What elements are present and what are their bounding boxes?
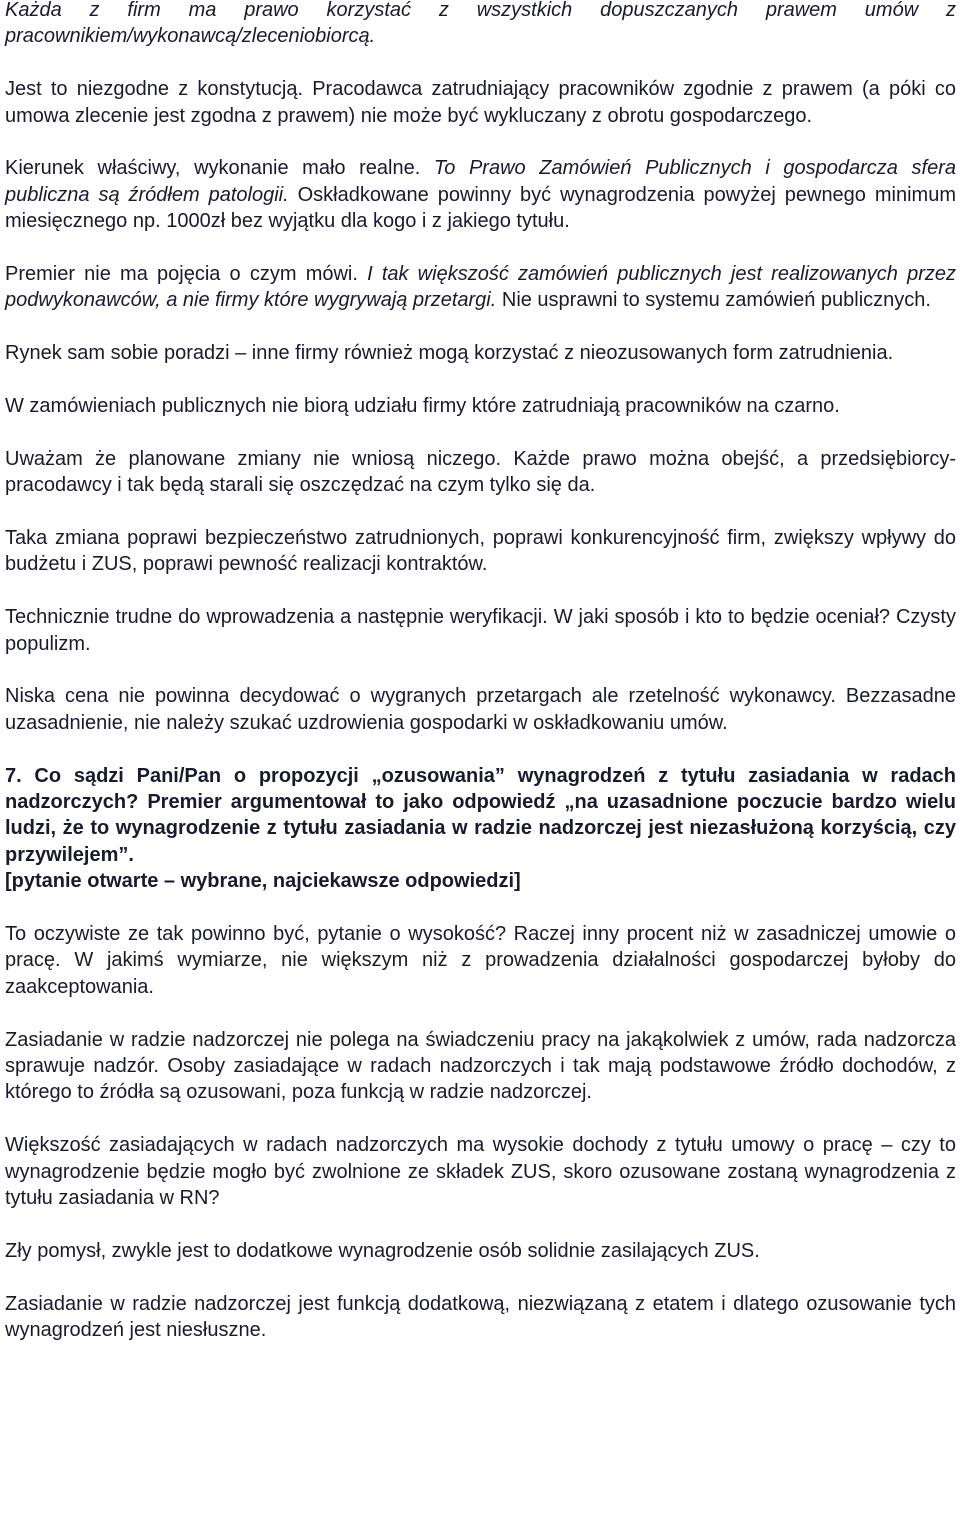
answer-text: Premier nie ma pojęcia o czym mówi. [5,263,358,286]
answer-paragraph [5,340,956,366]
question-note-text: [pytanie otwarte – wybrane, najciekawsze odpowiedzi] [5,870,521,893]
answer-text: Zasiadanie w radzie nadzorczej jest funkcją dodatkową, niezwiązaną z etatem i dlatego ozusowanie tych wynagrodzeń jest niesłuszne. [5,1292,956,1342]
answer-paragraph [5,683,956,736]
answer-paragraph [5,604,956,657]
answer-paragraph [5,1291,956,1344]
answer-text: I tak większość zamówień publicznych jest realizowanych przez podwykonawców, a nie firmy które wygrywają przetargi. [5,263,956,312]
answer-text: Zasiadanie w radzie nadzorczej nie polega na świadczeniu pracy na jakąkolwiek z umów, rada nadzorcza sprawuje nadzór. [5,1028,956,1078]
answer-paragraph [5,261,956,314]
answer-paragraph [5,1132,956,1211]
answer-text: Kierunek właściwy, wykonanie mało realne. [5,157,421,180]
answer-text: Uważam że planowane zmiany nie wniosą niczego. [5,447,502,470]
answer-text: Bezzasadne uzasadnienie, nie należy szukać uzdrowienia gospodarki w oskładkowaniu umów. [5,685,956,734]
answer-paragraph [5,0,956,50]
answer-text: Rynek sam sobie poradzi – inne firmy również mogą korzystać z nieozusowanych form zatrudnienia. [5,342,894,365]
answer-text: W jakimś wymiarze, nie większym niż z prowadzenia działalności gospodarczej byłoby do zaakceptowania. [5,949,956,998]
question-text: 7. Co sądzi Pani/Pan o propozycji „ozusowania” wynagrodzeń z tytułu zasiadania w radach nadzorczych? Premier argumentował to jako odpowiedź „na uzasadnione poczucie bardzo wielu ludzi, że to wynagrodzenie z tytułu zasiadania w radzie nadzorczej jest niezasłużoną korzyścią, czy przywilejem”. [5,764,956,866]
question-note [5,868,956,894]
answer-text: To Prawo Zamówień Publicznych i gospodarcza sfera publiczna są źródłem patologii. [5,157,956,206]
answer-paragraph [5,393,956,419]
answer-text: Taka zmiana poprawi bezpieczeństwo zatrudnionych, poprawi konkurencyjność firm, zwiększy wpływy do budżetu i ZUS, poprawi pewność realizacji kontraktów. [5,527,956,576]
answer-text: W zamówieniach publicznych nie biorą udziału firmy które zatrudniają pracowników na czarno. [5,395,840,418]
answer-text: Osoby zasiadające w radach nadzorczych i tak mają podstawowe źródło dochodów, z którego to źródła są ozusowani, poza funkcją w radzie nadzorczej. [5,1055,956,1104]
answer-text: Nie usprawni to systemu zamówień publicznych. [496,289,931,312]
answer-text: Każda z firm ma prawo korzystać z wszystkich dopuszczanych prawem umów z pracownikiem/wykonawcą/zleceniobiorcą. [5,0,956,48]
answer-text: Technicznie trudne do wprowadzenia a następnie weryfikacji. [5,606,548,629]
answer-paragraph [5,525,956,578]
answer-text: Niska cena nie powinna decydować o wygranych przetargach ale rzetelność wykonawcy. [5,685,836,708]
answer-paragraph [5,76,956,129]
question-heading [5,763,956,869]
answer-paragraph [5,1238,956,1264]
answer-text: Jest to niezgodne z konstytucją. Pracodawca zatrudniający pracowników zgodnie z prawem (a póki co umowa zlecenie jest zgodna z prawem) nie może być wykluczany z obrotu gospodarczego. [5,78,956,127]
answer-paragraph [5,1027,956,1106]
answer-text: Zły pomysł, zwykle jest to dodatkowe wynagrodzenie osób solidnie zasilających ZUS. [5,1239,760,1262]
answer-paragraph [5,921,956,1000]
answer-text: Większość zasiadających w radach nadzorczych ma wysokie dochody z tytułu umowy o pracę – czy to wynagrodzenie będzie mogło być zwolnione ze składek ZUS, skoro ozusowane zostaną wynagrodzenia z tytułu zasiadania w RN? [5,1134,956,1210]
answer-paragraph [5,446,956,499]
answer-text: Każde prawo można obejść, a przedsiębiorcy-pracodawcy i tak będą starali się oszczędzać na czym tylko się da. [5,447,957,497]
answer-text: To oczywiste ze tak powinno być, pytanie o wysokość? [5,923,507,946]
answer-text: Raczej inny procent niż w zasadniczej umowie o pracę. [5,923,956,972]
answer-text: Oskładkowane powinny być wynagrodzenia powyżej pewnego minimum miesięcznego np. 1000zł bez wyjątku dla kogo i z jakiego tytułu. [5,183,956,233]
answer-paragraph [5,155,956,234]
answer-text: W jaki sposób i kto to będzie oceniał? Czysty populizm. [5,606,956,655]
